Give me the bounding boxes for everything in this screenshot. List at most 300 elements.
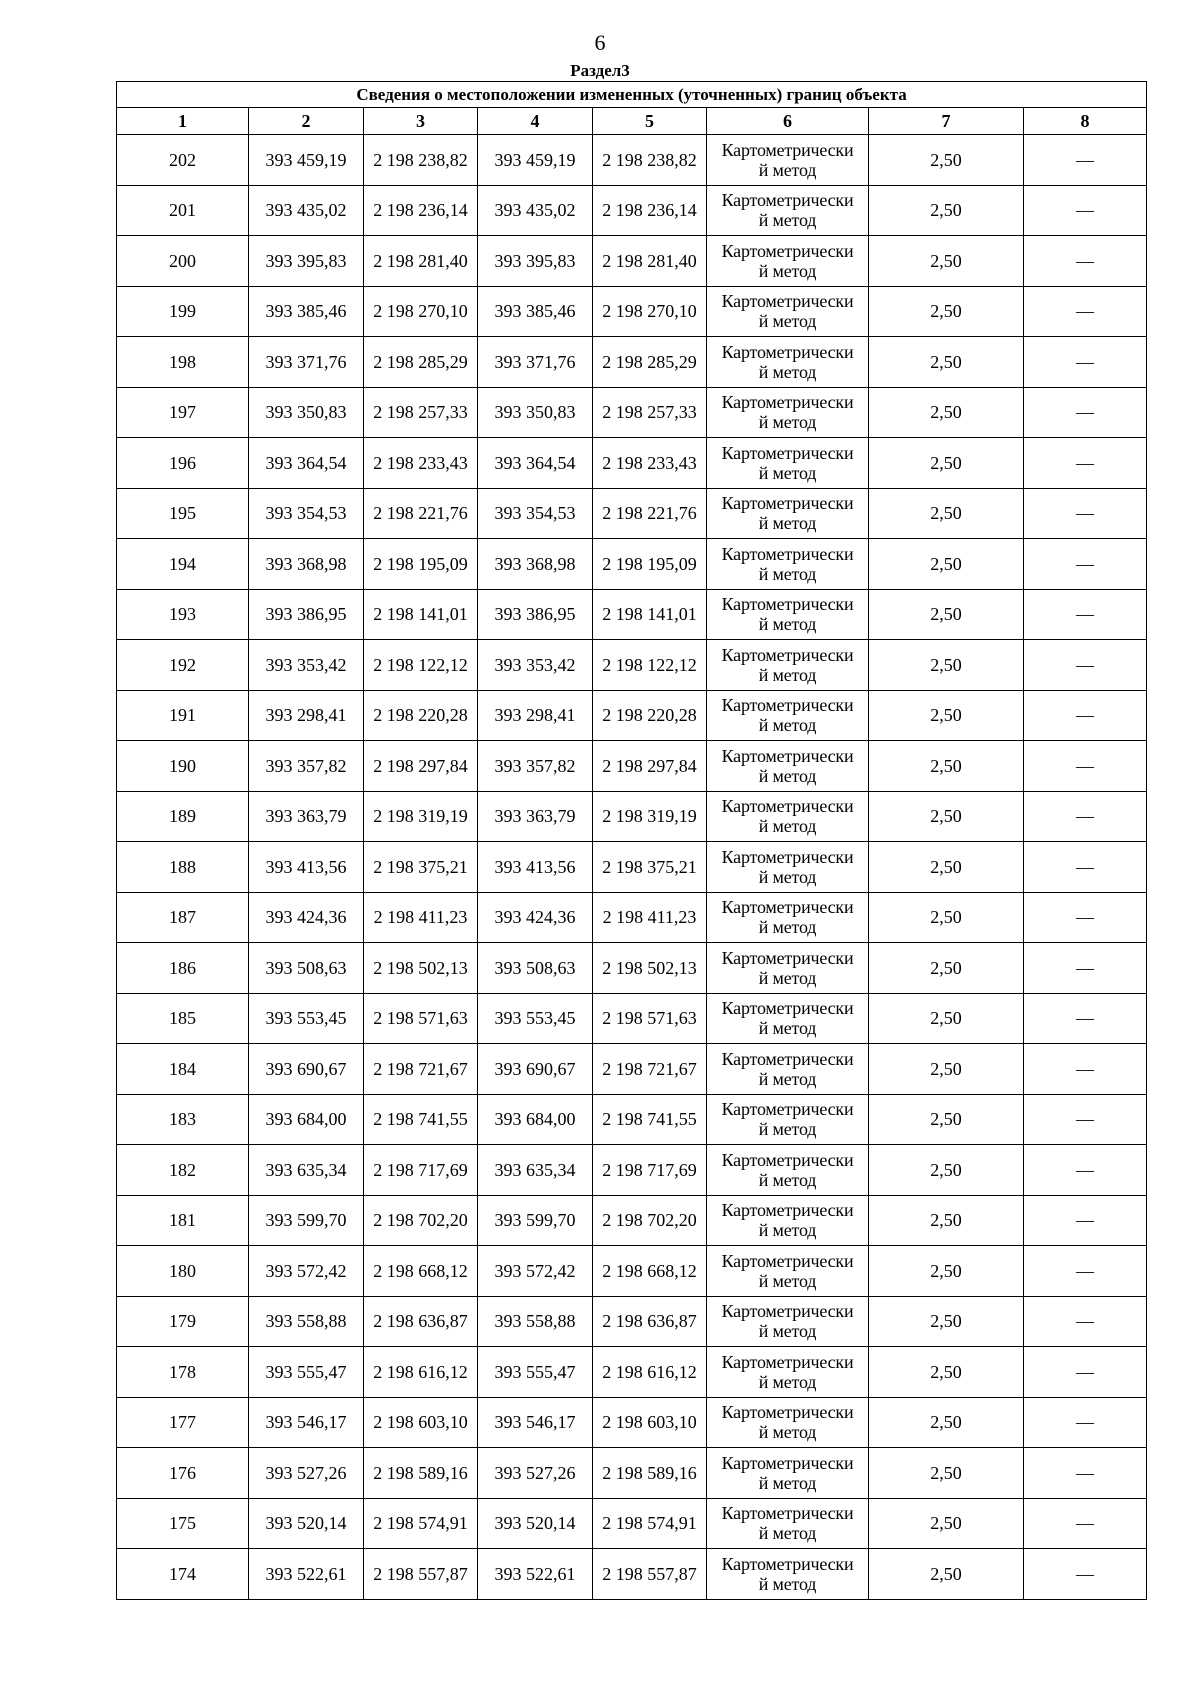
method-cell [707, 286, 869, 337]
table-row [117, 438, 1147, 489]
y-old-cell: 2 198 141,01 [364, 589, 478, 640]
point-number-cell: 181 [117, 1195, 249, 1246]
method-cell [707, 589, 869, 640]
method-cell [707, 1195, 869, 1246]
table-row [117, 1195, 1147, 1246]
note-cell: — [1024, 236, 1147, 287]
y-old-cell: 2 198 220,28 [364, 690, 478, 741]
note-cell: — [1024, 135, 1147, 186]
method-cell [707, 1549, 869, 1600]
accuracy-cell: 2,50 [869, 488, 1024, 539]
method-text-line2: й метод [758, 1422, 817, 1443]
x-new-cell: 393 424,36 [478, 892, 593, 943]
y-new-cell: 2 198 668,12 [593, 1246, 707, 1297]
method-cell [707, 640, 869, 691]
table-row [117, 943, 1147, 994]
accuracy-cell: 2,50 [869, 1296, 1024, 1347]
accuracy-cell: 2,50 [869, 640, 1024, 691]
y-new-cell: 2 198 319,19 [593, 791, 707, 842]
method-cell [707, 387, 869, 438]
note-cell: — [1024, 387, 1147, 438]
y-new-cell: 2 198 195,09 [593, 539, 707, 590]
x-old-cell: 393 364,54 [249, 438, 364, 489]
point-number-cell: 184 [117, 1044, 249, 1095]
point-number-cell: 180 [117, 1246, 249, 1297]
method-text-line1: Картометрически [721, 1048, 854, 1069]
y-new-cell: 2 198 238,82 [593, 135, 707, 186]
column-header: 3 [364, 108, 478, 135]
note-cell: — [1024, 791, 1147, 842]
accuracy-cell: 2,50 [869, 438, 1024, 489]
x-new-cell: 393 558,88 [478, 1296, 593, 1347]
note-cell: — [1024, 640, 1147, 691]
point-number-cell: 202 [117, 135, 249, 186]
x-old-cell: 393 690,67 [249, 1044, 364, 1095]
point-number-cell: 201 [117, 185, 249, 236]
column-header: 4 [478, 108, 593, 135]
method-text-line1: Картометрически [721, 1301, 854, 1322]
note-cell: — [1024, 1094, 1147, 1145]
x-new-cell: 393 357,82 [478, 741, 593, 792]
x-new-cell: 393 435,02 [478, 185, 593, 236]
y-new-cell: 2 198 502,13 [593, 943, 707, 994]
method-text-line2: й метод [758, 260, 817, 281]
method-text-line1: Картометрически [721, 493, 854, 514]
method-text-line1: Картометрически [721, 897, 854, 918]
y-old-cell: 2 198 741,55 [364, 1094, 478, 1145]
accuracy-cell: 2,50 [869, 286, 1024, 337]
x-old-cell: 393 385,46 [249, 286, 364, 337]
y-new-cell: 2 198 603,10 [593, 1397, 707, 1448]
y-new-cell: 2 198 636,87 [593, 1296, 707, 1347]
y-old-cell: 2 198 636,87 [364, 1296, 478, 1347]
y-old-cell: 2 198 616,12 [364, 1347, 478, 1398]
x-new-cell: 393 371,76 [478, 337, 593, 388]
method-text-line1: Картометрически [721, 644, 854, 665]
accuracy-cell: 2,50 [869, 791, 1024, 842]
y-old-cell: 2 198 589,16 [364, 1448, 478, 1499]
table-row [117, 1094, 1147, 1145]
note-cell: — [1024, 1397, 1147, 1448]
y-new-cell: 2 198 122,12 [593, 640, 707, 691]
y-old-cell: 2 198 375,21 [364, 842, 478, 893]
x-old-cell: 393 435,02 [249, 185, 364, 236]
point-number-cell: 199 [117, 286, 249, 337]
table-row [117, 185, 1147, 236]
x-old-cell: 393 684,00 [249, 1094, 364, 1145]
y-old-cell: 2 198 238,82 [364, 135, 478, 186]
x-old-cell: 393 527,26 [249, 1448, 364, 1499]
y-old-cell: 2 198 702,20 [364, 1195, 478, 1246]
accuracy-cell: 2,50 [869, 993, 1024, 1044]
method-text-line1: Картометрически [721, 1452, 854, 1473]
note-cell: — [1024, 539, 1147, 590]
column-header: 1 [117, 108, 249, 135]
point-number-cell: 191 [117, 690, 249, 741]
method-text-line1: Картометрически [721, 543, 854, 564]
accuracy-cell: 2,50 [869, 1498, 1024, 1549]
table-row [117, 488, 1147, 539]
method-text-line2: й метод [758, 563, 817, 584]
x-new-cell: 393 572,42 [478, 1246, 593, 1297]
accuracy-cell: 2,50 [869, 337, 1024, 388]
method-cell [707, 438, 869, 489]
method-text-line2: й метод [758, 1119, 817, 1140]
column-header: 5 [593, 108, 707, 135]
method-cell [707, 337, 869, 388]
column-header: 8 [1024, 108, 1147, 135]
accuracy-cell: 2,50 [869, 943, 1024, 994]
point-number-cell: 190 [117, 741, 249, 792]
x-old-cell: 393 546,17 [249, 1397, 364, 1448]
y-old-cell: 2 198 233,43 [364, 438, 478, 489]
y-new-cell: 2 198 297,84 [593, 741, 707, 792]
method-text-line2: й метод [758, 1169, 817, 1190]
point-number-cell: 196 [117, 438, 249, 489]
note-cell: — [1024, 185, 1147, 236]
method-cell [707, 943, 869, 994]
y-new-cell: 2 198 141,01 [593, 589, 707, 640]
y-old-cell: 2 198 285,29 [364, 337, 478, 388]
y-old-cell: 2 198 571,63 [364, 993, 478, 1044]
method-cell [707, 842, 869, 893]
y-new-cell: 2 198 285,29 [593, 337, 707, 388]
x-old-cell: 393 520,14 [249, 1498, 364, 1549]
table-row [117, 1549, 1147, 1600]
x-old-cell: 393 357,82 [249, 741, 364, 792]
point-number-cell: 179 [117, 1296, 249, 1347]
x-old-cell: 393 298,41 [249, 690, 364, 741]
table-row [117, 539, 1147, 590]
accuracy-cell: 2,50 [869, 1094, 1024, 1145]
x-new-cell: 393 555,47 [478, 1347, 593, 1398]
method-text-line1: Картометрически [721, 1099, 854, 1120]
method-text-line2: й метод [758, 513, 817, 534]
accuracy-cell: 2,50 [869, 1195, 1024, 1246]
y-old-cell: 2 198 603,10 [364, 1397, 478, 1448]
x-old-cell: 393 599,70 [249, 1195, 364, 1246]
x-new-cell: 393 354,53 [478, 488, 593, 539]
y-old-cell: 2 198 557,87 [364, 1549, 478, 1600]
method-text-line1: Картометрически [721, 1250, 854, 1271]
note-cell: — [1024, 1498, 1147, 1549]
y-new-cell: 2 198 411,23 [593, 892, 707, 943]
table-row [117, 993, 1147, 1044]
x-old-cell: 393 363,79 [249, 791, 364, 842]
method-text-line2: й метод [758, 765, 817, 786]
table-row [117, 589, 1147, 640]
method-text-line2: й метод [758, 159, 817, 180]
note-cell: — [1024, 1044, 1147, 1095]
y-old-cell: 2 198 717,69 [364, 1145, 478, 1196]
table-body [117, 135, 1147, 1600]
x-new-cell: 393 386,95 [478, 589, 593, 640]
x-new-cell: 393 522,61 [478, 1549, 593, 1600]
accuracy-cell: 2,50 [869, 1246, 1024, 1297]
method-text-line1: Картометрически [721, 190, 854, 211]
note-cell: — [1024, 589, 1147, 640]
note-cell: — [1024, 1246, 1147, 1297]
table-row [117, 640, 1147, 691]
y-old-cell: 2 198 195,09 [364, 539, 478, 590]
coordinates-table [116, 81, 1147, 1600]
table-row [117, 1044, 1147, 1095]
method-text-line2: й метод [758, 1270, 817, 1291]
accuracy-cell: 2,50 [869, 741, 1024, 792]
y-new-cell: 2 198 616,12 [593, 1347, 707, 1398]
method-cell [707, 1246, 869, 1297]
accuracy-cell: 2,50 [869, 589, 1024, 640]
y-new-cell: 2 198 221,76 [593, 488, 707, 539]
point-number-cell: 200 [117, 236, 249, 287]
section-title: Раздел3 [570, 61, 630, 80]
y-old-cell: 2 198 668,12 [364, 1246, 478, 1297]
accuracy-cell: 2,50 [869, 1145, 1024, 1196]
method-text-line2: й метод [758, 1573, 817, 1594]
method-text-line1: Картометрически [721, 139, 854, 160]
x-old-cell: 393 350,83 [249, 387, 364, 438]
method-cell [707, 185, 869, 236]
y-old-cell: 2 198 721,67 [364, 1044, 478, 1095]
method-text-line2: й метод [758, 866, 817, 887]
method-text-line2: й метод [758, 1371, 817, 1392]
method-cell [707, 1347, 869, 1398]
y-old-cell: 2 198 122,12 [364, 640, 478, 691]
note-cell: — [1024, 1347, 1147, 1398]
note-cell: — [1024, 1549, 1147, 1600]
method-text-line1: Картометрически [721, 846, 854, 867]
y-new-cell: 2 198 702,20 [593, 1195, 707, 1246]
point-number-cell: 193 [117, 589, 249, 640]
y-new-cell: 2 198 741,55 [593, 1094, 707, 1145]
method-text-line2: й метод [758, 1321, 817, 1342]
accuracy-cell: 2,50 [869, 1549, 1024, 1600]
accuracy-cell: 2,50 [869, 135, 1024, 186]
table-row [117, 1397, 1147, 1448]
x-new-cell: 393 635,34 [478, 1145, 593, 1196]
point-number-cell: 183 [117, 1094, 249, 1145]
method-cell [707, 791, 869, 842]
x-old-cell: 393 395,83 [249, 236, 364, 287]
table-header-row [117, 108, 1147, 135]
accuracy-cell: 2,50 [869, 387, 1024, 438]
y-new-cell: 2 198 236,14 [593, 185, 707, 236]
y-new-cell: 2 198 281,40 [593, 236, 707, 287]
point-number-cell: 197 [117, 387, 249, 438]
method-text-line1: Картометрически [721, 341, 854, 362]
column-header: 7 [869, 108, 1024, 135]
table-row [117, 842, 1147, 893]
x-new-cell: 393 298,41 [478, 690, 593, 741]
point-number-cell: 188 [117, 842, 249, 893]
x-new-cell: 393 690,67 [478, 1044, 593, 1095]
method-cell [707, 690, 869, 741]
point-number-cell: 176 [117, 1448, 249, 1499]
x-old-cell: 393 459,19 [249, 135, 364, 186]
x-new-cell: 393 353,42 [478, 640, 593, 691]
point-number-cell: 182 [117, 1145, 249, 1196]
method-text-line2: й метод [758, 1068, 817, 1089]
x-old-cell: 393 424,36 [249, 892, 364, 943]
method-text-line2: й метод [758, 462, 817, 483]
x-new-cell: 393 599,70 [478, 1195, 593, 1246]
accuracy-cell: 2,50 [869, 236, 1024, 287]
table-row [117, 1296, 1147, 1347]
x-new-cell: 393 684,00 [478, 1094, 593, 1145]
method-cell [707, 236, 869, 287]
method-text-line2: й метод [758, 1523, 817, 1544]
y-new-cell: 2 198 375,21 [593, 842, 707, 893]
method-cell [707, 135, 869, 186]
x-new-cell: 393 508,63 [478, 943, 593, 994]
accuracy-cell: 2,50 [869, 1397, 1024, 1448]
table-row [117, 337, 1147, 388]
method-text-line1: Картометрически [721, 1402, 854, 1423]
method-cell [707, 1044, 869, 1095]
x-old-cell: 393 558,88 [249, 1296, 364, 1347]
table-row [117, 1246, 1147, 1297]
method-text-line1: Картометрически [721, 1503, 854, 1524]
x-new-cell: 393 368,98 [478, 539, 593, 590]
method-cell [707, 488, 869, 539]
method-text-line2: й метод [758, 361, 817, 382]
method-text-line1: Картометрически [721, 695, 854, 716]
method-text-line2: й метод [758, 1220, 817, 1241]
method-cell [707, 1094, 869, 1145]
y-old-cell: 2 198 221,76 [364, 488, 478, 539]
accuracy-cell: 2,50 [869, 1044, 1024, 1095]
note-cell: — [1024, 438, 1147, 489]
column-header: 6 [707, 108, 869, 135]
y-old-cell: 2 198 297,84 [364, 741, 478, 792]
x-new-cell: 393 459,19 [478, 135, 593, 186]
point-number-cell: 185 [117, 993, 249, 1044]
method-text-line1: Картометрически [721, 1200, 854, 1221]
table-caption: Сведения о местоположении измененных (уточненных) границ объекта [117, 82, 1147, 108]
y-old-cell: 2 198 411,23 [364, 892, 478, 943]
y-new-cell: 2 198 721,67 [593, 1044, 707, 1095]
table-row [117, 387, 1147, 438]
method-text-line1: Картометрически [721, 796, 854, 817]
table-row [117, 892, 1147, 943]
y-old-cell: 2 198 319,19 [364, 791, 478, 842]
method-text-line1: Картометрически [721, 998, 854, 1019]
x-old-cell: 393 371,76 [249, 337, 364, 388]
accuracy-cell: 2,50 [869, 1448, 1024, 1499]
method-cell [707, 1397, 869, 1448]
method-cell [707, 1145, 869, 1196]
accuracy-cell: 2,50 [869, 690, 1024, 741]
note-cell: — [1024, 488, 1147, 539]
point-number-cell: 194 [117, 539, 249, 590]
y-new-cell: 2 198 571,63 [593, 993, 707, 1044]
method-text-line1: Картометрически [721, 1553, 854, 1574]
method-cell [707, 741, 869, 792]
table-caption-row [117, 82, 1147, 108]
y-old-cell: 2 198 574,91 [364, 1498, 478, 1549]
x-old-cell: 393 508,63 [249, 943, 364, 994]
x-old-cell: 393 635,34 [249, 1145, 364, 1196]
note-cell: — [1024, 1195, 1147, 1246]
note-cell: — [1024, 842, 1147, 893]
method-cell [707, 892, 869, 943]
x-new-cell: 393 546,17 [478, 1397, 593, 1448]
x-new-cell: 393 363,79 [478, 791, 593, 842]
table-row [117, 791, 1147, 842]
method-cell [707, 539, 869, 590]
y-old-cell: 2 198 502,13 [364, 943, 478, 994]
method-text-line1: Картометрически [721, 745, 854, 766]
y-old-cell: 2 198 281,40 [364, 236, 478, 287]
method-text-line1: Картометрически [721, 594, 854, 615]
method-text-line2: й метод [758, 1472, 817, 1493]
x-new-cell: 393 350,83 [478, 387, 593, 438]
y-old-cell: 2 198 257,33 [364, 387, 478, 438]
method-text-line1: Картометрически [721, 291, 854, 312]
y-new-cell: 2 198 233,43 [593, 438, 707, 489]
column-header: 2 [249, 108, 364, 135]
method-cell [707, 1296, 869, 1347]
x-new-cell: 393 395,83 [478, 236, 593, 287]
y-new-cell: 2 198 574,91 [593, 1498, 707, 1549]
x-new-cell: 393 385,46 [478, 286, 593, 337]
x-new-cell: 393 520,14 [478, 1498, 593, 1549]
x-old-cell: 393 522,61 [249, 1549, 364, 1600]
table-row [117, 690, 1147, 741]
x-old-cell: 393 553,45 [249, 993, 364, 1044]
y-new-cell: 2 198 220,28 [593, 690, 707, 741]
method-text-line2: й метод [758, 664, 817, 685]
method-text-line2: й метод [758, 715, 817, 736]
table-row [117, 236, 1147, 287]
y-old-cell: 2 198 270,10 [364, 286, 478, 337]
method-text-line1: Картометрически [721, 442, 854, 463]
point-number-cell: 187 [117, 892, 249, 943]
y-new-cell: 2 198 717,69 [593, 1145, 707, 1196]
accuracy-cell: 2,50 [869, 1347, 1024, 1398]
x-old-cell: 393 386,95 [249, 589, 364, 640]
method-cell [707, 1498, 869, 1549]
accuracy-cell: 2,50 [869, 842, 1024, 893]
note-cell: — [1024, 892, 1147, 943]
method-text-line2: й метод [758, 311, 817, 332]
point-number-cell: 195 [117, 488, 249, 539]
note-cell: — [1024, 1145, 1147, 1196]
x-old-cell: 393 572,42 [249, 1246, 364, 1297]
note-cell: — [1024, 1448, 1147, 1499]
x-new-cell: 393 364,54 [478, 438, 593, 489]
x-old-cell: 393 353,42 [249, 640, 364, 691]
point-number-cell: 186 [117, 943, 249, 994]
method-text-line2: й метод [758, 210, 817, 231]
point-number-cell: 178 [117, 1347, 249, 1398]
method-text-line1: Картометрически [721, 1149, 854, 1170]
method-text-line2: й метод [758, 816, 817, 837]
table-row [117, 1347, 1147, 1398]
y-new-cell: 2 198 257,33 [593, 387, 707, 438]
x-old-cell: 393 368,98 [249, 539, 364, 590]
point-number-cell: 198 [117, 337, 249, 388]
accuracy-cell: 2,50 [869, 892, 1024, 943]
method-text-line2: й метод [758, 1018, 817, 1039]
note-cell: — [1024, 993, 1147, 1044]
page-number: 6 [594, 30, 606, 55]
note-cell: — [1024, 690, 1147, 741]
point-number-cell: 189 [117, 791, 249, 842]
table-row [117, 286, 1147, 337]
x-new-cell: 393 553,45 [478, 993, 593, 1044]
x-new-cell: 393 413,56 [478, 842, 593, 893]
